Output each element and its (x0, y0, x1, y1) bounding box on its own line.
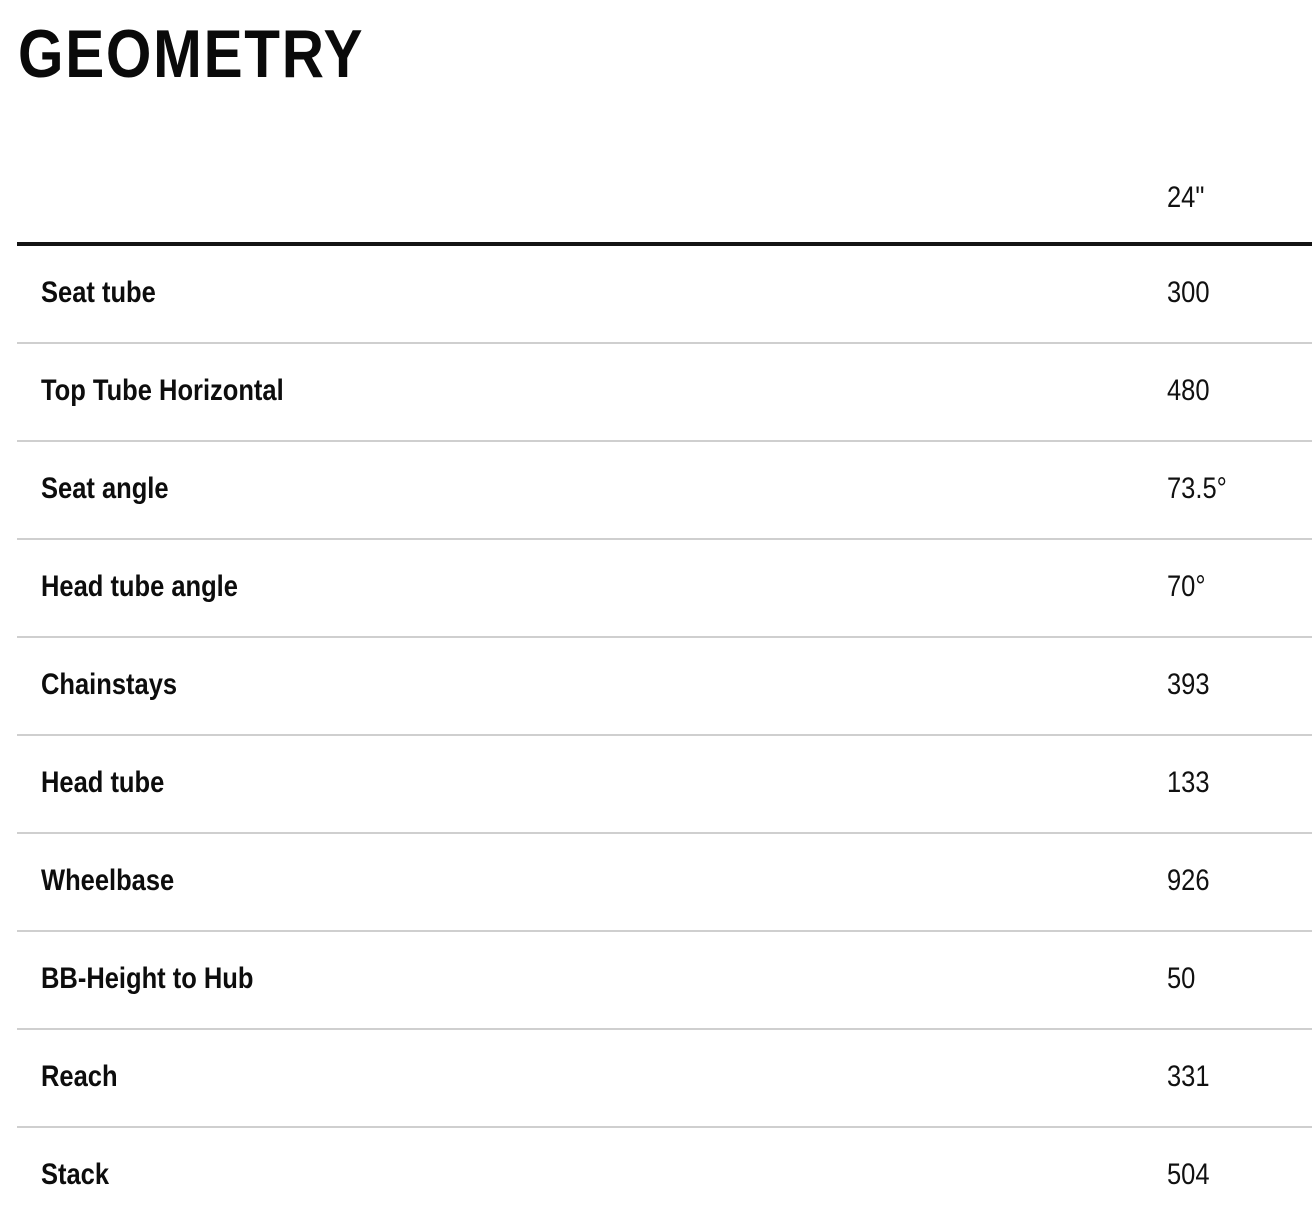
row-label: Reach (41, 1060, 118, 1093)
table-row-seat-tube (17, 246, 1312, 344)
row-label: Chainstays (41, 668, 178, 701)
row-value: 480 (1167, 374, 1210, 407)
table-row-top-tube-horizontal (17, 344, 1312, 442)
row-label: Top Tube Horizontal (41, 374, 284, 407)
table-row-chainstays (17, 638, 1312, 736)
row-label: Seat angle (41, 472, 169, 505)
table-row-bb-height-to-hub (17, 932, 1312, 1030)
table-row-head-tube-angle (17, 540, 1312, 638)
table-row-seat-angle (17, 442, 1312, 540)
table-row-head-tube (17, 736, 1312, 834)
size-column-header: 24" (1167, 181, 1205, 214)
page-title: GEOMETRY (18, 16, 365, 92)
row-value: 50 (1167, 962, 1196, 995)
table-row-stack (17, 1128, 1312, 1226)
row-value: 504 (1167, 1158, 1210, 1191)
table-header-row (17, 150, 1312, 246)
row-value: 73.5° (1167, 472, 1227, 505)
row-label: Head tube (41, 766, 165, 799)
row-value: 300 (1167, 276, 1210, 309)
table-row-reach (17, 1030, 1312, 1128)
row-value: 133 (1167, 766, 1210, 799)
row-label: Wheelbase (41, 864, 175, 897)
row-value: 331 (1167, 1060, 1210, 1093)
row-label: Head tube angle (41, 570, 238, 603)
row-label: Stack (41, 1158, 110, 1191)
row-label: Seat tube (41, 276, 156, 309)
table-row-wheelbase (17, 834, 1312, 932)
row-value: 70° (1167, 570, 1206, 603)
geometry-table (17, 150, 1312, 1226)
row-value: 393 (1167, 668, 1210, 701)
row-value: 926 (1167, 864, 1210, 897)
row-label: BB-Height to Hub (41, 962, 254, 995)
